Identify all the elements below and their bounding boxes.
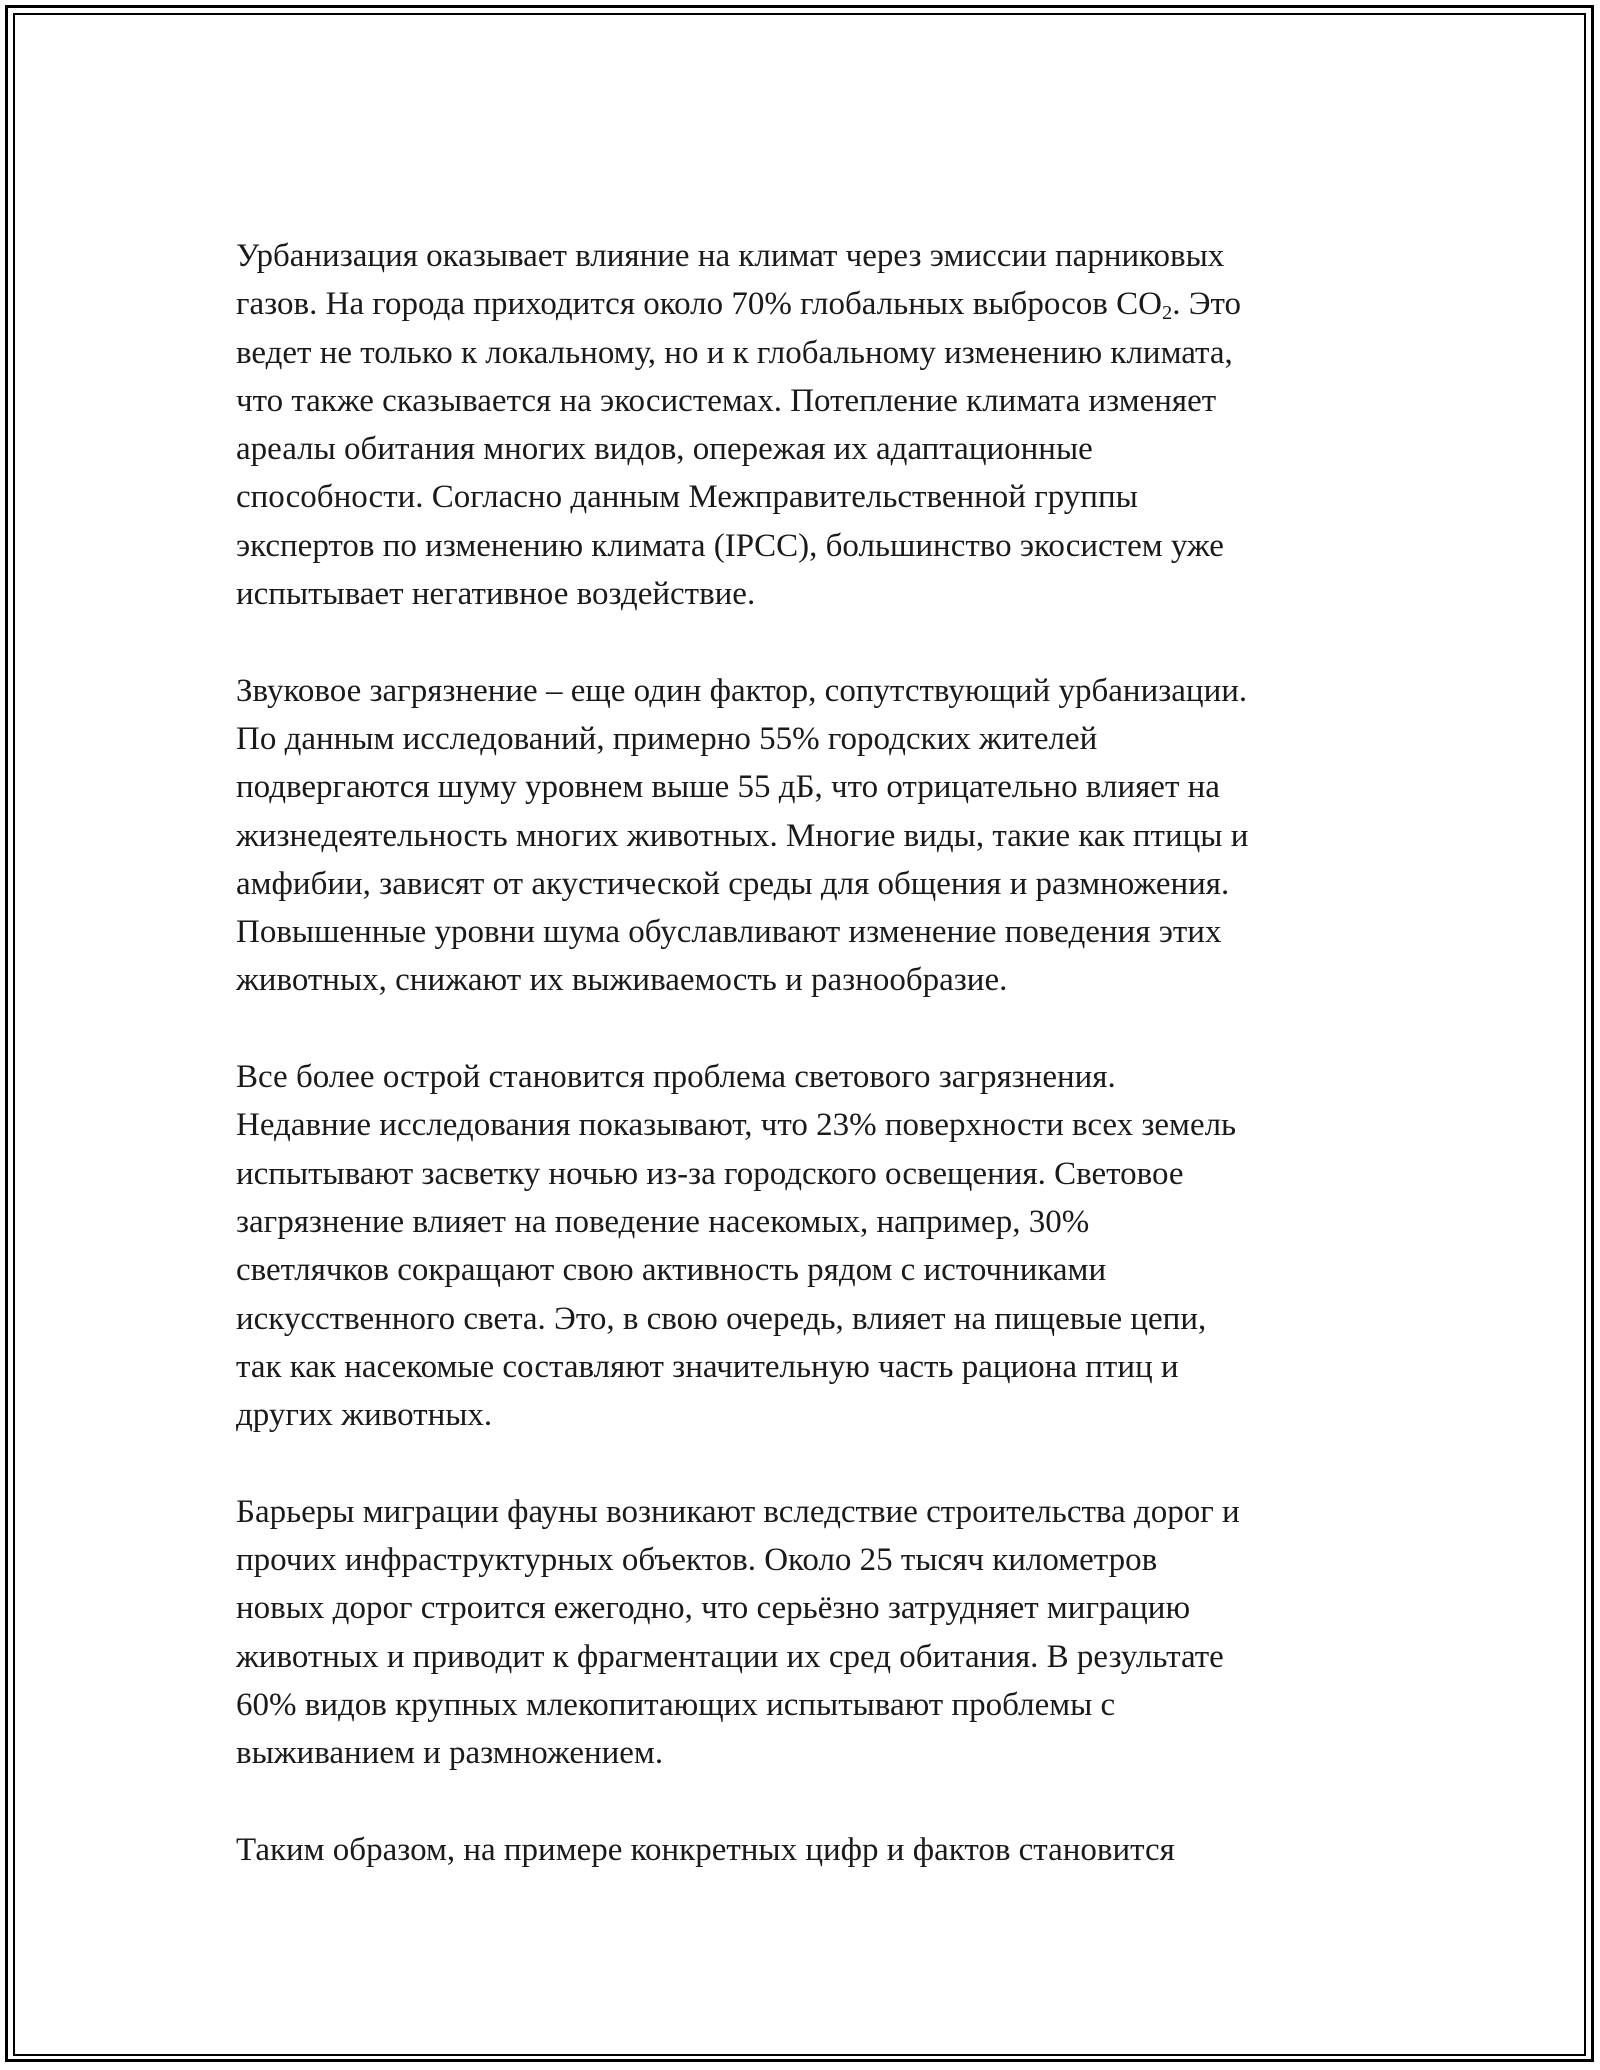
text-line: что также сказывается на экосистемах. Потепление климата изменяет (236, 382, 1217, 419)
document-body (236, 232, 1396, 1922)
text-segment: газов. На города приходится около 70% глобальных выбросов CO (236, 286, 1162, 323)
paragraph-urbanization-climate (236, 232, 1396, 618)
text-line: выживанием и размножением. (236, 1735, 664, 1772)
text-line: Недавние исследования показывают, что 23% поверхности всех земель (236, 1107, 1237, 1144)
text-segment: . Это (1172, 286, 1241, 323)
paragraph-conclusion (236, 1826, 1396, 1874)
text-line: жизнедеятельность многих животных. Многие виды, такие как птицы и (236, 817, 1249, 854)
text-line: подвергаются шуму уровнем выше 55 дБ, что отрицательно влияет на (236, 769, 1220, 806)
text-line: экспертов по изменению климата (IPCC), большинство экосистем уже (236, 527, 1224, 564)
text-line: По данным исследований, примерно 55% городских жителей (236, 720, 1098, 757)
text-line: Барьеры миграции фауны возникают вследствие строительства дорог и (236, 1493, 1240, 1530)
text-line: других животных. (236, 1397, 493, 1434)
text-line: испытывают засветку ночью из-за городского освещения. Световое (236, 1155, 1184, 1192)
text-line: 60% видов крупных млекопитающих испытывают проблемы с (236, 1686, 1116, 1723)
text-line: светлячков сокращают свою активность рядом с источниками (236, 1252, 1107, 1289)
text-line: так как насекомые составляют значительную часть рациона птиц и (236, 1348, 1179, 1385)
text-line: искусственного света. Это, в свою очередь, влияет на пищевые цепи, (236, 1300, 1207, 1337)
text-line (236, 280, 1396, 328)
text-line: ареалы обитания многих видов, опережая их адаптационные (236, 431, 1093, 468)
text-line: Звуковое загрязнение – еще один фактор, сопутствующий урбанизации. (236, 672, 1248, 709)
text-line: новых дорог строится ежегодно, что серьёзно затрудняет миграцию (236, 1590, 1191, 1627)
text-line: ведет не только к локальному, но и к глобальному изменению климата, (236, 334, 1233, 371)
text-line: способности. Согласно данным Межправительственной группы (236, 479, 1138, 516)
text-line: Повышенные уровни шума обуславливают изменение поведения этих (236, 914, 1222, 951)
text-line: амфибии, зависят от акустической среды для общения и размножения. (236, 865, 1230, 902)
text-line: прочих инфраструктурных объектов. Около 25 тысяч километров (236, 1542, 1158, 1579)
text-line: загрязнение влияет на поведение насекомых, например, 30% (236, 1203, 1090, 1240)
text-line: Таким образом, на примере конкретных цифр и фактов становится (236, 1831, 1175, 1868)
text-line: испытывает негативное воздействие. (236, 576, 756, 613)
text-line: Все более острой становится проблема светового загрязнения. (236, 1059, 1116, 1096)
paragraph-light-pollution (236, 1053, 1396, 1439)
paragraph-migration-barriers (236, 1488, 1396, 1778)
text-line: животных, снижают их выживаемость и разнообразие. (236, 962, 1008, 999)
subscript: 2 (1161, 302, 1173, 325)
paragraph-noise-pollution (236, 667, 1396, 1005)
text-line: Урбанизация оказывает влияние на климат через эмиссии парниковых (236, 238, 1225, 274)
text-line: животных и приводит к фрагментации их сред обитания. В результате (236, 1638, 1224, 1675)
